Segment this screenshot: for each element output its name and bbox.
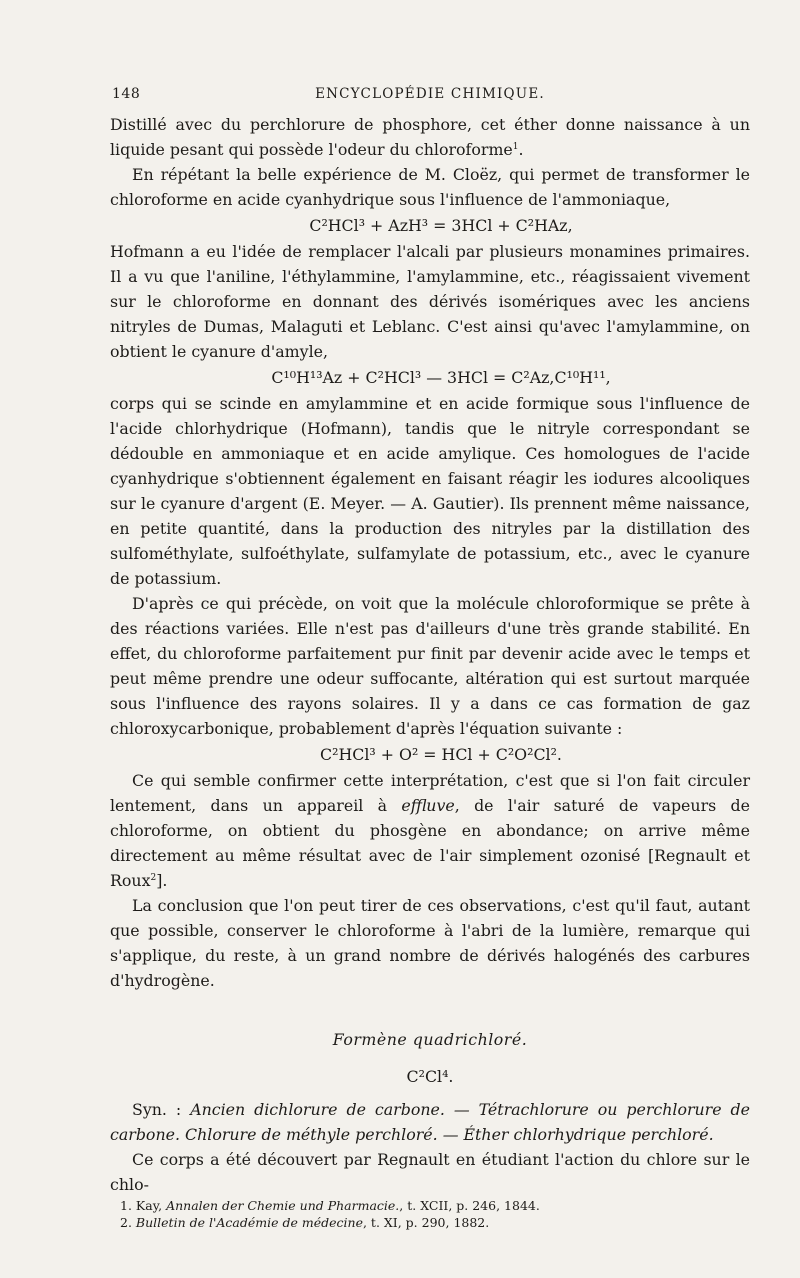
section-title: Formène quadrichloré.: [332, 1030, 528, 1049]
paragraph-7: La conclusion que l'on peut tirer de ces observations, c'est qu'il faut, autant que possible, conserver le chloroforme à l'abri de la lumière, remarque qui s'applique, du reste, à un grand nombre de dérivés halogénés des carbures d'hydrogène.: [110, 896, 750, 990]
page-number: 148: [112, 86, 141, 102]
paragraph-3: Hofmann a eu l'idée de remplacer l'alcali par plusieurs monamines primaires. Il a vu que l'aniline, l'éthylammine, l'amylammine, etc., réagissaient vivement sur le chloroforme en donnant des dérivés isomériques avec les anciens nitryles de Dumas, Malaguti et Leblanc. C'est ainsi qu'avec l'amylammine, on obtient le cyanure d'amyle,: [110, 242, 750, 361]
paragraph-4: corps qui se scinde en amylammine et en acide formique sous l'influence de l'acide chlorhydrique (Hofmann), tandis que le nitryle correspondant se dédouble en ammoniaque et en acide amylique. Ces homologues de l'acide cyanhydrique s'obtiennent également en faisant réagir les iodures alcooliques sur le cyanure d'argent (E. Meyer. — A. Gautier). Ils prennent même naissance, en petite quantité, dans la production des nitryles par la distillation des sulfométhylate, sulfoéthylate, sulfamylate de potassium, etc., avec le cyanure de potassium.: [110, 394, 750, 588]
footnote-2: 2. Bulletin de l'Académie de médecine, t. XI, p. 290, 1882.: [120, 1215, 490, 1230]
synonyms-paragraph: [110, 1097, 750, 1147]
equation-1: C²HCl³ + AzH³ = 3HCl + C²HAz,: [309, 216, 573, 235]
paragraph-2: En répétant la belle expérience de M. Cloëz, qui permet de transformer le chloroforme en acide cyanhydrique sous l'influence de l'ammoniaque,: [110, 165, 750, 209]
equation-3: C²HCl³ + O² = HCl + C²O²Cl².: [320, 745, 562, 764]
synonyms-label: Syn. :: [132, 1100, 191, 1119]
section-formula: C²Cl⁴.: [406, 1067, 454, 1086]
footnote-ref-1[interactable]: 1: [512, 142, 519, 152]
body-text: [110, 112, 750, 1197]
paragraph-5: D'après ce qui précède, on voit que la molécule chloroformique se prête à des réactions variées. Elle n'est pas d'ailleurs d'une très grande stabilité. En effet, du chloroforme parfaitement pur finit par devenir acide avec le temps et peut même prendre une odeur suffocante, altération qui est surtout marquée sous l'influence des rayons solaires. Il y a dans ce cas formation de gaz chloroxycarbonique, probablement d'après l'équation suivante :: [110, 594, 750, 738]
paragraph-1: Distillé avec du perchlorure de phosphore, cet éther donne naissance à un liquide pesant qui possède l'odeur du chloroforme$^1$.: [110, 115, 750, 159]
footnote-ref-2[interactable]: 2: [150, 873, 157, 883]
paragraph-6: Ce qui semble confirmer cette interprétation, c'est que si l'on fait circuler lentement, dans un appareil à effluve, de l'air saturé de vapeurs de chloroforme, on obtient du phosgène en abondance; on arrive même directement au même résultat avec de l'air simplement ozonisé [Regnault et Roux$^2$].: [110, 771, 751, 890]
page-header: [112, 84, 748, 106]
footnote-1: 1. Kay, Annalen der Chemie und Pharmacie., t. XCII, p. 246, 1844.: [120, 1198, 540, 1213]
equation-2: C¹⁰H¹³Az + C²HCl³ — 3HCl = C²Az,C¹⁰H¹¹,: [271, 368, 611, 387]
footnotes: [110, 1197, 750, 1231]
synonyms-text: Ancien dichlorure de carbone. — Tétrachlorure ou perchlorure de carbone. Chlorure de méthyle perchloré. — Éther chlorhydrique perchloré.: [110, 1100, 751, 1144]
running-title: ENCYCLOPÉDIE CHIMIQUE.: [315, 86, 545, 102]
paragraph-8: Ce corps a été découvert par Regnault en étudiant l'action du chlore sur le chlo-: [110, 1150, 750, 1194]
